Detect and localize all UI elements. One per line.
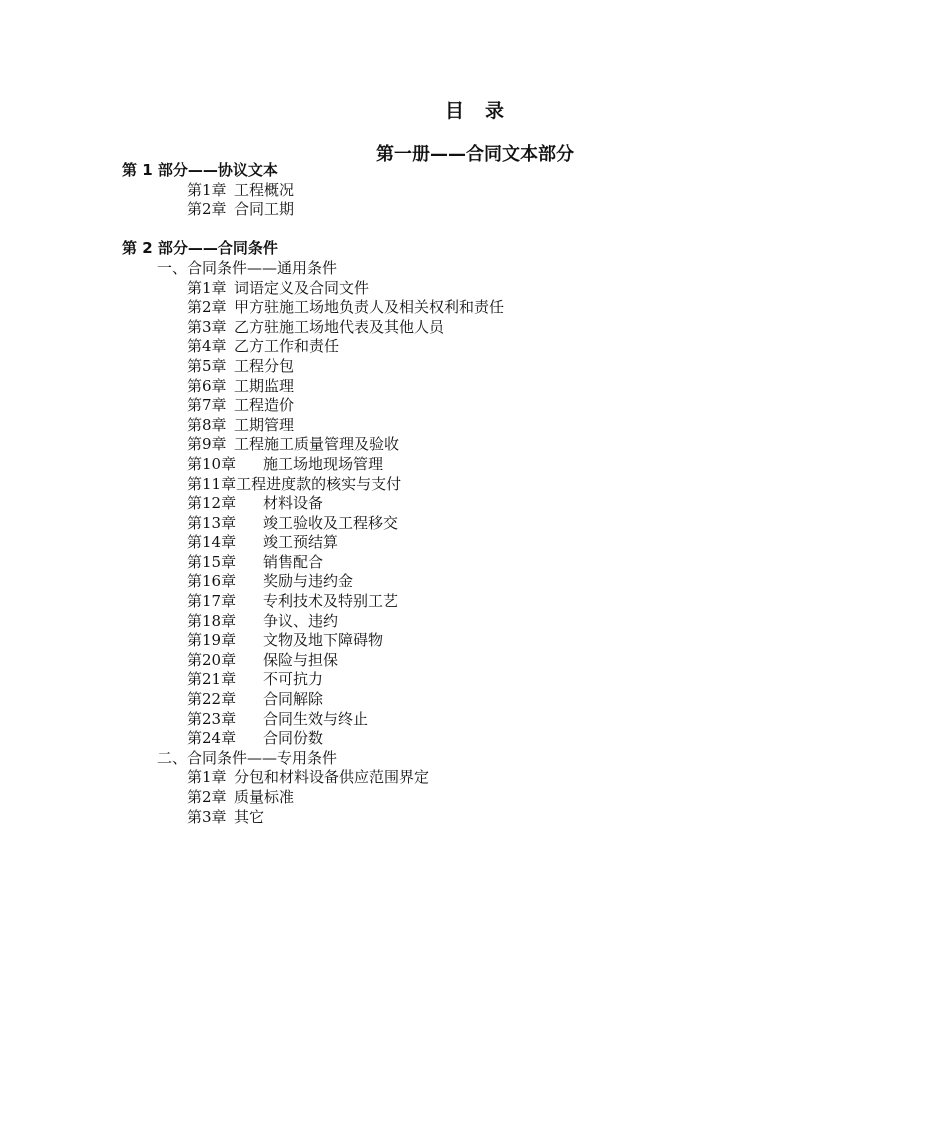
toc-entry — [122, 377, 822, 397]
chapter-number: 第19章 — [187, 631, 237, 650]
chapter-number: 第17章 — [187, 592, 237, 611]
chapter-title: 乙方工作和责任 — [234, 337, 340, 356]
toc-entry — [122, 612, 822, 632]
toc-entry — [122, 435, 822, 455]
chapter-number: 第14章 — [187, 533, 237, 552]
chapter-title: 分包和材料设备供应范围界定 — [234, 768, 430, 787]
chapter-title: 争议、违约 — [263, 611, 339, 630]
chapter-number: 第24章 — [187, 729, 237, 748]
chapter-title: 质量标准 — [234, 788, 295, 806]
section-general-conditions: 一、合同条件——通用条件 — [157, 258, 338, 277]
chapter-title: 工期监理 — [234, 376, 295, 395]
chapter-title: 材料设备 — [263, 494, 324, 513]
toc-entry — [122, 475, 822, 495]
toc-entry — [122, 455, 822, 475]
chapter-number: 第10章 — [187, 454, 237, 473]
chapter-number: 第9章 — [187, 435, 227, 454]
chapter-number: 第3章 — [187, 807, 227, 826]
toc-entry — [122, 396, 822, 416]
chapter-title: 合同工期 — [234, 200, 295, 219]
chapter-title: 竣工预结算 — [263, 533, 339, 552]
chapter-title: 工程进度款的核实与支付 — [236, 474, 402, 493]
toc-entry — [122, 181, 822, 201]
chapter-number: 第4章 — [187, 337, 227, 356]
part-2-heading: 第 2 部分——合同条件 — [122, 239, 278, 258]
chapter-number: 第18章 — [187, 611, 237, 630]
spacer — [122, 220, 822, 240]
toc-entry — [122, 553, 822, 573]
chapter-title: 甲方驻施工场地负责人及相关权利和责任 — [234, 298, 505, 317]
chapter-title: 合同解除 — [263, 690, 324, 709]
toc-entry — [122, 357, 822, 377]
chapter-number: 第5章 — [187, 356, 227, 375]
toc-entry — [122, 710, 822, 730]
chapter-title: 工程造价 — [234, 396, 295, 415]
chapter-number: 第2章 — [187, 200, 227, 219]
chapter-number: 第2章 — [187, 298, 227, 317]
toc-entry — [122, 514, 822, 534]
chapter-number: 第1章 — [187, 768, 227, 787]
toc-entry — [122, 533, 822, 553]
chapter-title: 合同生效与终止 — [263, 709, 369, 728]
toc-entry — [122, 788, 822, 808]
toc-entry — [122, 690, 822, 710]
chapter-title: 奖励与违约金 — [263, 572, 354, 591]
volume-subtitle: 第一册——合同文本部分 — [376, 144, 574, 165]
toc-entry — [122, 808, 822, 828]
chapter-title: 专利技术及特别工艺 — [263, 592, 399, 611]
part-1-heading: 第 1 部分——协议文本 — [122, 161, 278, 179]
chapter-number: 第2章 — [187, 788, 227, 806]
toc-entry — [122, 279, 822, 299]
chapter-number: 第12章 — [187, 494, 237, 513]
chapter-number: 第6章 — [187, 376, 227, 395]
chapter-title: 合同份数 — [263, 729, 324, 748]
chapter-number: 第13章 — [187, 513, 237, 532]
chapter-title: 工程施工质量管理及验收 — [234, 435, 400, 454]
section-special-conditions: 二、合同条件——专用条件 — [157, 748, 338, 767]
toc-entry — [122, 416, 822, 436]
chapter-title: 工期管理 — [234, 415, 295, 434]
chapter-number: 第8章 — [187, 415, 227, 434]
toc-entry — [122, 494, 822, 514]
chapter-number: 第21章 — [187, 670, 237, 689]
toc-entry — [122, 729, 822, 749]
chapter-number: 第3章 — [187, 317, 227, 336]
chapter-title: 文物及地下障碍物 — [263, 631, 384, 650]
chapter-number: 第23章 — [187, 709, 237, 728]
table-of-contents — [122, 161, 822, 827]
chapter-title: 工程概况 — [234, 180, 295, 199]
toc-entry — [122, 768, 822, 788]
chapter-title: 销售配合 — [263, 552, 324, 571]
toc-entry — [122, 631, 822, 651]
chapter-number: 第15章 — [187, 552, 237, 571]
toc-entry — [122, 572, 822, 592]
chapter-title: 工程分包 — [234, 356, 295, 375]
chapter-title: 词语定义及合同文件 — [234, 278, 370, 297]
chapter-number: 第16章 — [187, 572, 237, 591]
chapter-number: 第11章 — [187, 474, 237, 493]
chapter-number: 第1章 — [187, 278, 227, 297]
chapter-title: 乙方驻施工场地代表及其他人员 — [234, 317, 445, 336]
document-title: 目 录 — [444, 100, 505, 122]
toc-entry — [122, 592, 822, 612]
toc-entry — [122, 670, 822, 690]
chapter-title: 不可抗力 — [263, 670, 324, 689]
chapter-number: 第20章 — [187, 650, 237, 669]
chapter-title: 其它 — [234, 807, 265, 826]
toc-entry — [122, 651, 822, 671]
toc-entry — [122, 318, 822, 338]
toc-entry — [122, 337, 822, 357]
toc-entry — [122, 200, 822, 220]
chapter-title: 保险与担保 — [263, 650, 339, 669]
toc-entry — [122, 298, 822, 318]
chapter-number: 第22章 — [187, 690, 237, 709]
chapter-number: 第7章 — [187, 396, 227, 415]
chapter-number: 第1章 — [187, 180, 227, 199]
chapter-title: 施工场地现场管理 — [263, 454, 384, 473]
chapter-title: 竣工验收及工程移交 — [263, 513, 399, 532]
